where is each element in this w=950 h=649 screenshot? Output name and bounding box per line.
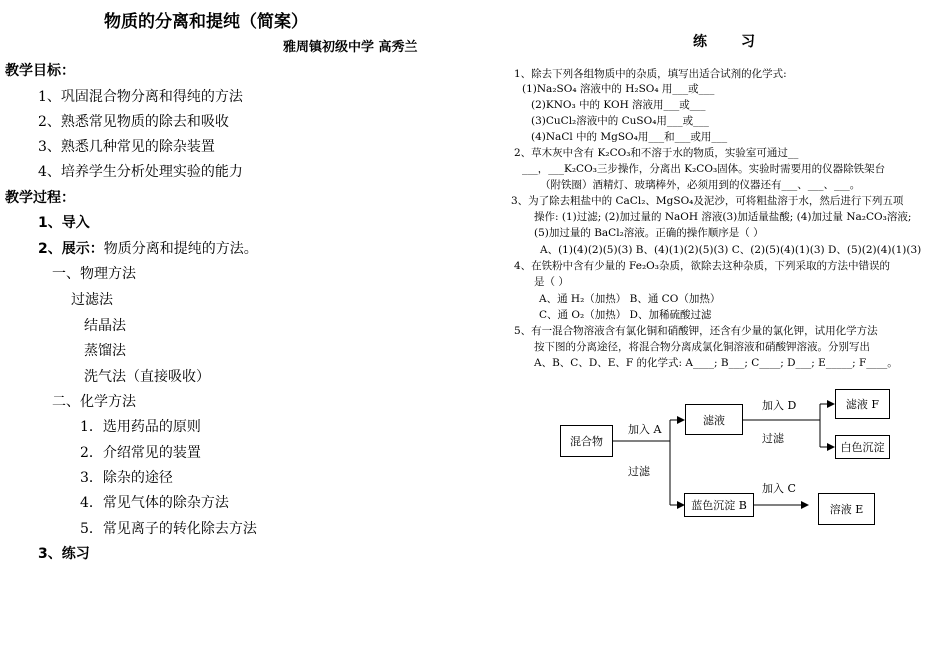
goal-item: 1、巩固混合物分离和得纯的方法 <box>38 89 243 105</box>
chemical-method: 5．常见离子的转化除去方法 <box>80 521 257 537</box>
exercise-line: (4)NaCl 中的 MgSO₄用___和___或用___ <box>531 131 728 143</box>
author-line: 雅周镇初级中学 高秀兰 <box>283 40 418 55</box>
label-add-a: 加入 A <box>628 423 662 436</box>
step-show-prefix: 2、展示： <box>38 241 104 257</box>
label-filter: 过滤 <box>628 465 650 478</box>
exercise-line: A、(1)(4)(2)(5)(3) B、(4)(1)(2)(5)(3) C、(2)(5)(4)(1)(3) D、(5)(2)(4)(1)(3) <box>540 244 922 256</box>
exercise-line: 1、除去下列各组物质中的杂质，填写出适合试剂的化学式: <box>514 68 787 80</box>
box-filtrate-f: 滤液 F <box>835 389 890 419</box>
goal-item: 3、熟悉几种常见的除杂装置 <box>38 139 215 155</box>
label-add-d: 加入 D <box>762 399 797 412</box>
box-solution-e: 溶液 E <box>818 493 875 525</box>
exercise-line: A、通 H₂（加热） B、通 CO（加热） <box>539 293 721 305</box>
exercise-line: 操作: (1)过滤; (2)加过量的 NaOH 溶液(3)加适量盐酸; (4)加过量 Na₂CO₃溶液; <box>534 211 912 223</box>
chemical-method: 2．介绍常见的装置 <box>80 445 201 461</box>
step-intro: 1、导入 <box>38 215 90 231</box>
exercise-line: 4、在铁粉中含有少量的 Fe₂O₃杂质，欲除去这种杂质，下列采取的方法中错误的 <box>514 260 890 272</box>
exercise-line: 按下图的分离途径，将混合物分离成氯化铜溶液和硝酸钾溶液。分别写出 <box>534 341 870 353</box>
box-blue-precipitate: 蓝色沉淀 B <box>684 493 754 517</box>
chemical-method: 3．除杂的途径 <box>80 470 173 486</box>
box-white-precipitate: 白色沉淀 <box>835 435 890 459</box>
exercise-line: 5、有一混合物溶液含有氯化铜和硝酸钾，还含有少量的氯化钾，试用化学方法 <box>514 325 878 337</box>
label-add-c: 加入 C <box>762 482 796 495</box>
physical-method: 蒸馏法 <box>84 343 126 359</box>
exercise-line: (5)加过量的 BaCl₂溶液。正确的操作顺序是（ ） <box>534 227 764 239</box>
physical-methods-heading: 一、物理方法 <box>52 266 136 282</box>
box-filtrate: 滤液 <box>685 404 743 435</box>
exercise-line: 3、为了除去粗盐中的 CaCl₂、MgSO₄及泥沙，可将粗盐溶于水，然后进行下列五项 <box>511 195 904 207</box>
goals-heading: 教学目标： <box>5 63 75 79</box>
label-filter-2: 过滤 <box>762 432 784 445</box>
exercise-line: C、通 O₂（加热） D、加稀硫酸过滤 <box>539 309 712 321</box>
goal-item: 4、培养学生分析处理实验的能力 <box>38 164 243 180</box>
exercise-line: 2、草木灰中含有 K₂CO₃和不溶于水的物质，实验室可通过__ <box>514 147 799 159</box>
goal-item: 2、熟悉常见物质的除去和吸收 <box>38 114 229 130</box>
document-title: 物质的分离和提纯（简案） <box>104 12 308 32</box>
exercise-line: ___，___K₂CO₃三步操作，分离出 K₂CO₃固体。实验时需要用的仪器除铁架台 <box>522 163 886 175</box>
exercise-line: (1)Na₂SO₄ 溶液中的 H₂SO₄ 用___或___ <box>522 83 715 95</box>
chemical-method: 1．选用药品的原则 <box>80 419 201 435</box>
chemical-methods-heading: 二、化学方法 <box>52 394 136 410</box>
exercise-line: 是（ ） <box>534 276 569 288</box>
chemical-method: 4．常见气体的除杂方法 <box>80 495 229 511</box>
exercise-line: （附铁圈）酒精灯、玻璃棒外，必须用到的仪器还有___、___、___。 <box>540 179 861 191</box>
exercise-line: A、B、C、D、E、F 的化学式: A____; B___; C____; D___; E_____; F____。 <box>534 357 898 369</box>
process-heading: 教学过程： <box>5 190 75 206</box>
box-mixture: 混合物 <box>560 425 613 457</box>
physical-method: 结晶法 <box>84 318 126 334</box>
exercise-title: 练习 <box>693 34 789 50</box>
physical-method: 过滤法 <box>71 292 113 308</box>
physical-method: 洗气法（直接吸收） <box>84 369 210 385</box>
exercise-line: (2)KNO₃ 中的 KOH 溶液用___或___ <box>531 99 706 111</box>
exercise-line: (3)CuCl₂溶液中的 CuSO₄用___或___ <box>531 115 709 127</box>
step-practice: 3、练习 <box>38 546 90 562</box>
step-show-text: 物质分离和提纯的方法。 <box>103 241 258 257</box>
